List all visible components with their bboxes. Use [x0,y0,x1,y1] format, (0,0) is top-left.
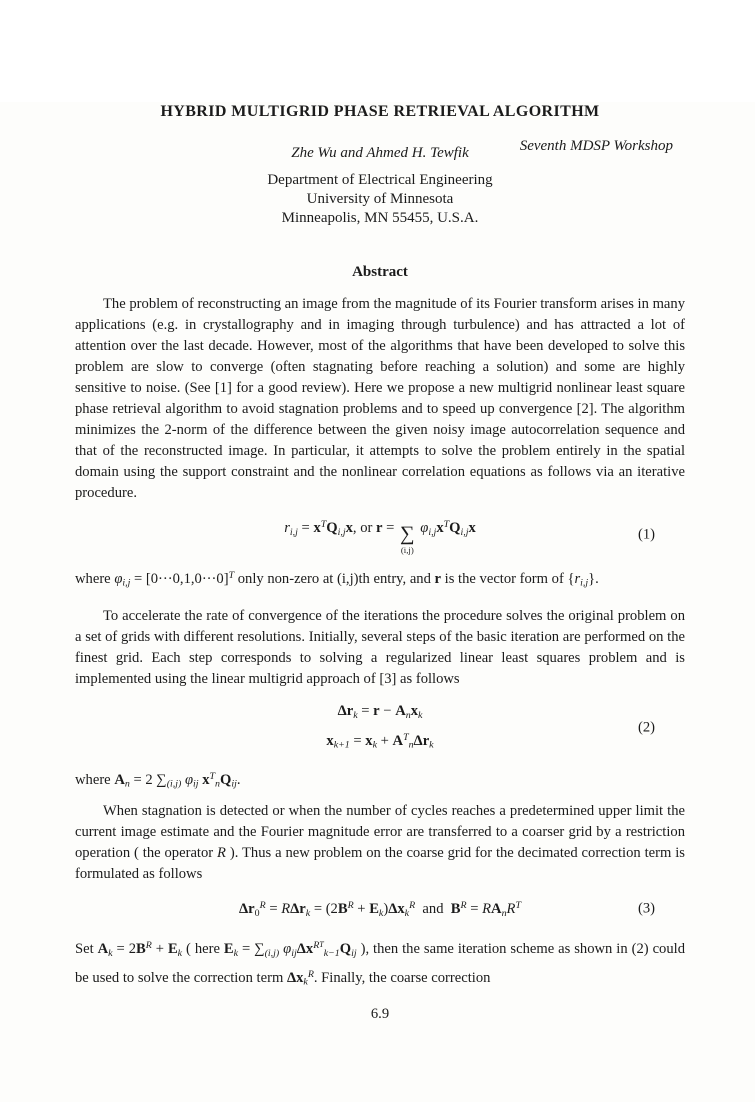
affiliation-line-city: Minneapolis, MN 55455, U.S.A. [281,210,479,226]
abstract-paragraph: The problem of reconstructing an image from the magnitude of its Fourier transform arises in many applications (e.g. in crystallography and in imaging through turbulence) and has attracted a lot of attention over the last decade. However, most of the algorithms that have been developed to solve this problem are slow to converge (often stagnating before reaching a solution) and some are highly sensitive to noise. (See [1] for a good review). Here we propose a new multigrid nonlinear least square phase retrieval algorithm to avoid stagnation problems and to speed up convergence [2]. The algorithm minimizes the 2-norm of the difference between the given noisy image autocorrelation sequence and that of the reconstructed image. In particular, it attempts to solve the problem entirely in the spatial domain using the support constraint and the nonlinear correlation equations as follows via an iterative procedure. [75,296,685,501]
abstract-heading: Abstract [352,264,408,280]
equation-2-line-2: $x_{k+1} = x_k + A^T_n\Delta r_k$ [326,731,434,751]
equation-2 [75,700,685,756]
running-head: Seventh MDSP Workshop [519,138,673,154]
paper-content [0,102,755,1025]
paper-title: HYBRID MULTIGRID PHASE RETRIEVAL ALGORITHM [160,103,600,120]
equation-3-number: (3) [637,900,655,917]
equation-2-line-1: $\Delta r_k = r - A_nx_k$ [337,702,423,721]
equation-2-body [75,700,685,756]
accelerate-paragraph: To accelerate the rate of convergence of the iterations the procedure solves the original problem on a set of grids with different resolutions. Initially, several steps of the basic iteration are performed on the finest grid. Each step corresponds to solving a regularized linear least squares problem and is implemented using the linear multigrid approach of [3] as follows [75,607,685,687]
set-ak-paragraph: Set $A_k = 2B^R + E_k$ ( here $E_k = \sum_{(i,j)}$ $\varphi_{ij}\Delta x^{RT}_{k-1}Q_{ij}$ ), then the same iteration scheme as shown in (2) could be used to solve the correction term $\Delta x_k^R$. Finally, the coarse correction [75,939,686,988]
paper-page [0,102,755,1102]
equation-3 [75,895,685,924]
equation-1 [75,514,685,555]
equation-2-number: (2) [637,719,655,736]
equation-1-body: $r_{i,j} = x^TQ_{i,j}x$, or r = ∑ (i,j) $\varphi_{i,j}x^TQ_{i,j}x$ [284,519,476,556]
where-an-paragraph: where $A_n = 2$ $\sum_{(i,j)}$ $\varphi_{ij}$ $x^T_nQ_{ij}$. [75,771,241,791]
stagnation-paragraph: When stagnation is detected or when the number of cycles reaches a predetermined upper limit the current image estimate and the Fourier magnitude error are transferred to a coarser grid by a restriction operation ( the operator R ). Thus a new problem on the coarse grid for the decimated correction term is formulated as follows [75,803,685,883]
affiliation [75,171,685,228]
equation-3-body: $\Delta r_0^R = R\Delta r_k = (2B^R + E_k)\Delta x_k^R$ and $B^R = RA_nR^T$ [239,900,521,919]
authors: Zhe Wu and Ahmed H. Tewfik [291,145,469,161]
where-phi-paragraph: where $\varphi_{i,j} = [0\cdot\cdot\cdot 0,1,0\cdot\cdot\cdot 0]^T$ only non-zero at (i,j)th entry, and r is the vector form of $\{r_{i,j}\}$. [75,570,599,589]
affiliation-line-department: Department of Electrical Engineering [267,172,493,188]
equation-1-number: (1) [637,526,655,543]
affiliation-line-university: University of Minnesota [306,191,454,207]
page-number: 6.9 [370,1006,390,1023]
